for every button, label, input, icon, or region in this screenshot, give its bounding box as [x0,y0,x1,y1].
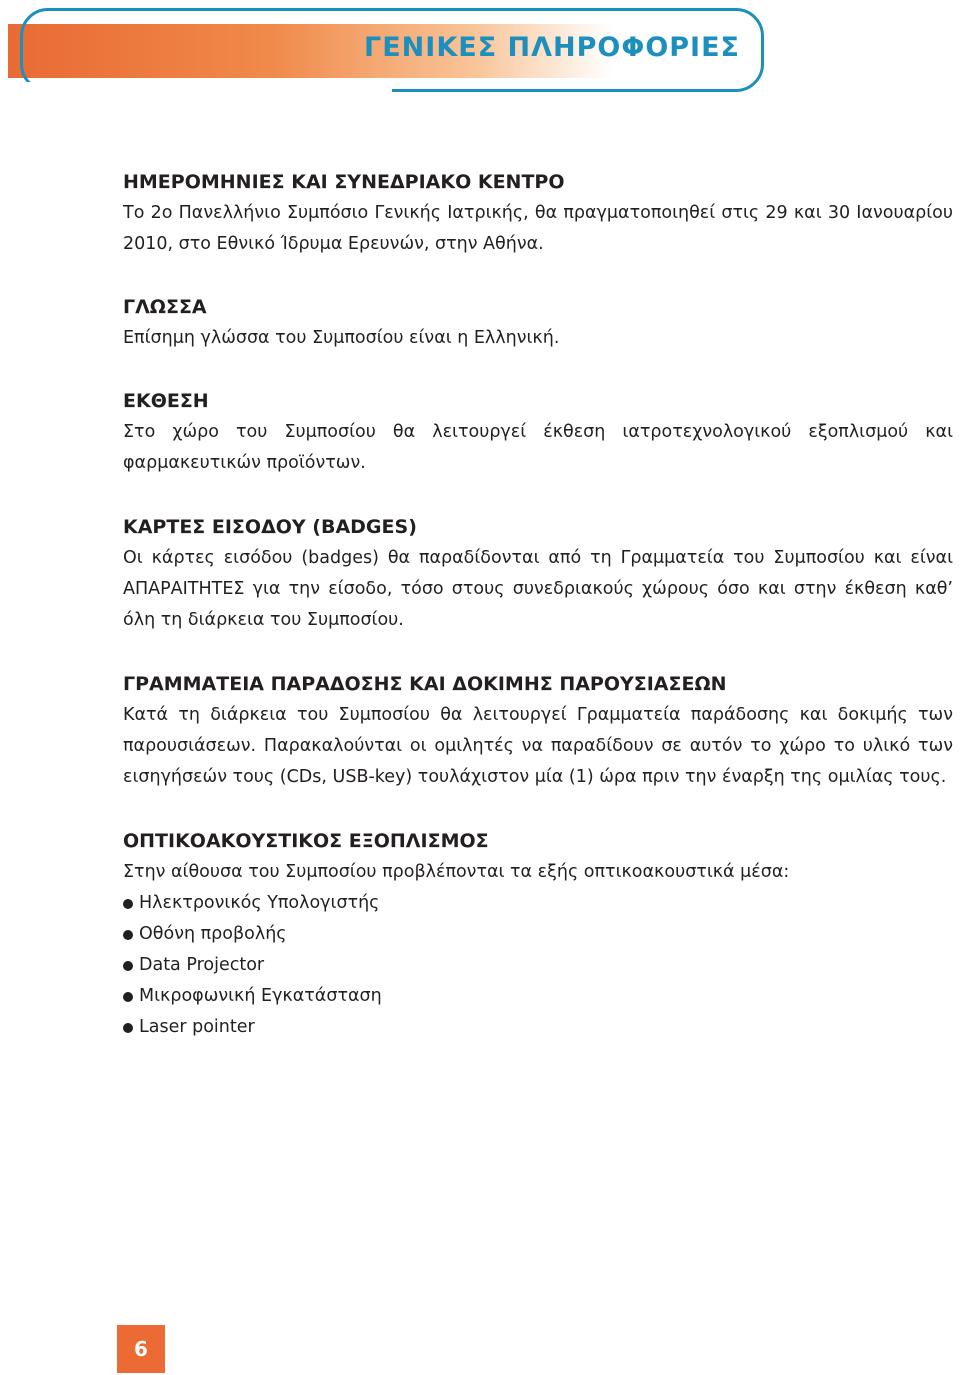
section-text: Κατά τη διάρκεια του Συμποσίου θα λειτουργεί Γραμματεία παράδοσης και δοκιμής των παρουσιάσεων. Παρακαλούνται οι ομιλητές να παραδίδουν σε αυτόν το χώρο το υλικό των εισηγήσεών τους (CDs, USB-key) τουλάχιστον μία (1) ώρα πριν την έναρξη της ομιλίας τους. [123,705,953,787]
page-title: ΓΕΝΙΚΕΣ ΠΛΗΡΟΦΟΡΙΕΣ [364,32,740,63]
section-title: ΕΚΘΕΣΗ [123,390,209,412]
list-item [123,981,953,1012]
section-text: Επίσημη γλώσσα του Συμποσίου είναι η Ελληνική. [123,328,560,348]
page-number: 6 [117,1325,165,1373]
bullet-icon [123,961,133,971]
list-item-label: Οθόνη προβολής [139,924,287,944]
section-text: Στην αίθουσα του Συμποσίου προβλέπονται τα εξής οπτικοακουστικά μέσα: [123,862,790,882]
list-item-label: Laser pointer [139,1017,255,1037]
section-presentations-secretariat [123,668,953,793]
section-title: ΗΜΕΡΟΜΗΝΙΕΣ ΚΑΙ ΣΥΝΕΔΡΙΑΚΟ ΚΕΝΤΡΟ [123,171,565,193]
section-title: ΟΠΤΙΚΟΑΚΟΥΣΤΙΚΟΣ ΕΞΟΠΛΙΣΜΟΣ [123,830,489,852]
list-item-label: Μικροφωνική Εγκατάσταση [139,986,382,1006]
list-item-label: Data Projector [139,955,265,975]
list-item-label: Ηλεκτρονικός Υπολογιστής [139,893,380,913]
section-title: ΚΑΡΤΕΣ ΕΙΣΟΔΟΥ (BADGES) [123,516,417,538]
section-badges [123,511,953,636]
equipment-list [123,888,953,1043]
section-dates-venue [123,166,953,260]
bullet-icon [123,930,133,940]
main-content [123,166,953,1043]
list-item [123,888,953,919]
list-item [123,950,953,981]
section-language [123,291,953,354]
section-title: ΓΡΑΜΜΑΤΕΙΑ ΠΑΡΑΔΟΣΗΣ ΚΑΙ ΔΟΚΙΜΗΣ ΠΑΡΟΥΣΙΑΣΕΩΝ [123,673,727,695]
bullet-icon [123,899,133,909]
header-frame-mask [12,82,392,96]
list-item [123,1012,953,1043]
section-av-equipment [123,825,953,1043]
section-text: Στο χώρο του Συμποσίου θα λειτουργεί έκθεση ιατροτεχνολογικού εξοπλισμού και φαρμακευτικών προϊόντων. [123,422,953,473]
bullet-icon [123,1023,133,1033]
bullet-icon [123,992,133,1002]
section-title: ΓΛΩΣΣΑ [123,296,207,318]
section-exhibition [123,385,953,479]
section-text: Το 2ο Πανελλήνιο Συμπόσιο Γενικής Ιατρικής, θα πραγματοποιηθεί στις 29 και 30 Ιανουαρίου 2010, στο Εθνικό Ίδρυμα Ερευνών, στην Αθήνα. [123,203,953,254]
section-text: Οι κάρτες εισόδου (badges) θα παραδίδονται από τη Γραμματεία του Συμποσίου και είναι ΑΠΑΡΑΙΤΗΤΕΣ για την είσοδο, τόσο στους συνεδριακούς χώρους όσο και στην έκθεση καθ’ όλη τη διάρκεια του Συμποσίου. [123,548,953,630]
list-item [123,919,953,950]
